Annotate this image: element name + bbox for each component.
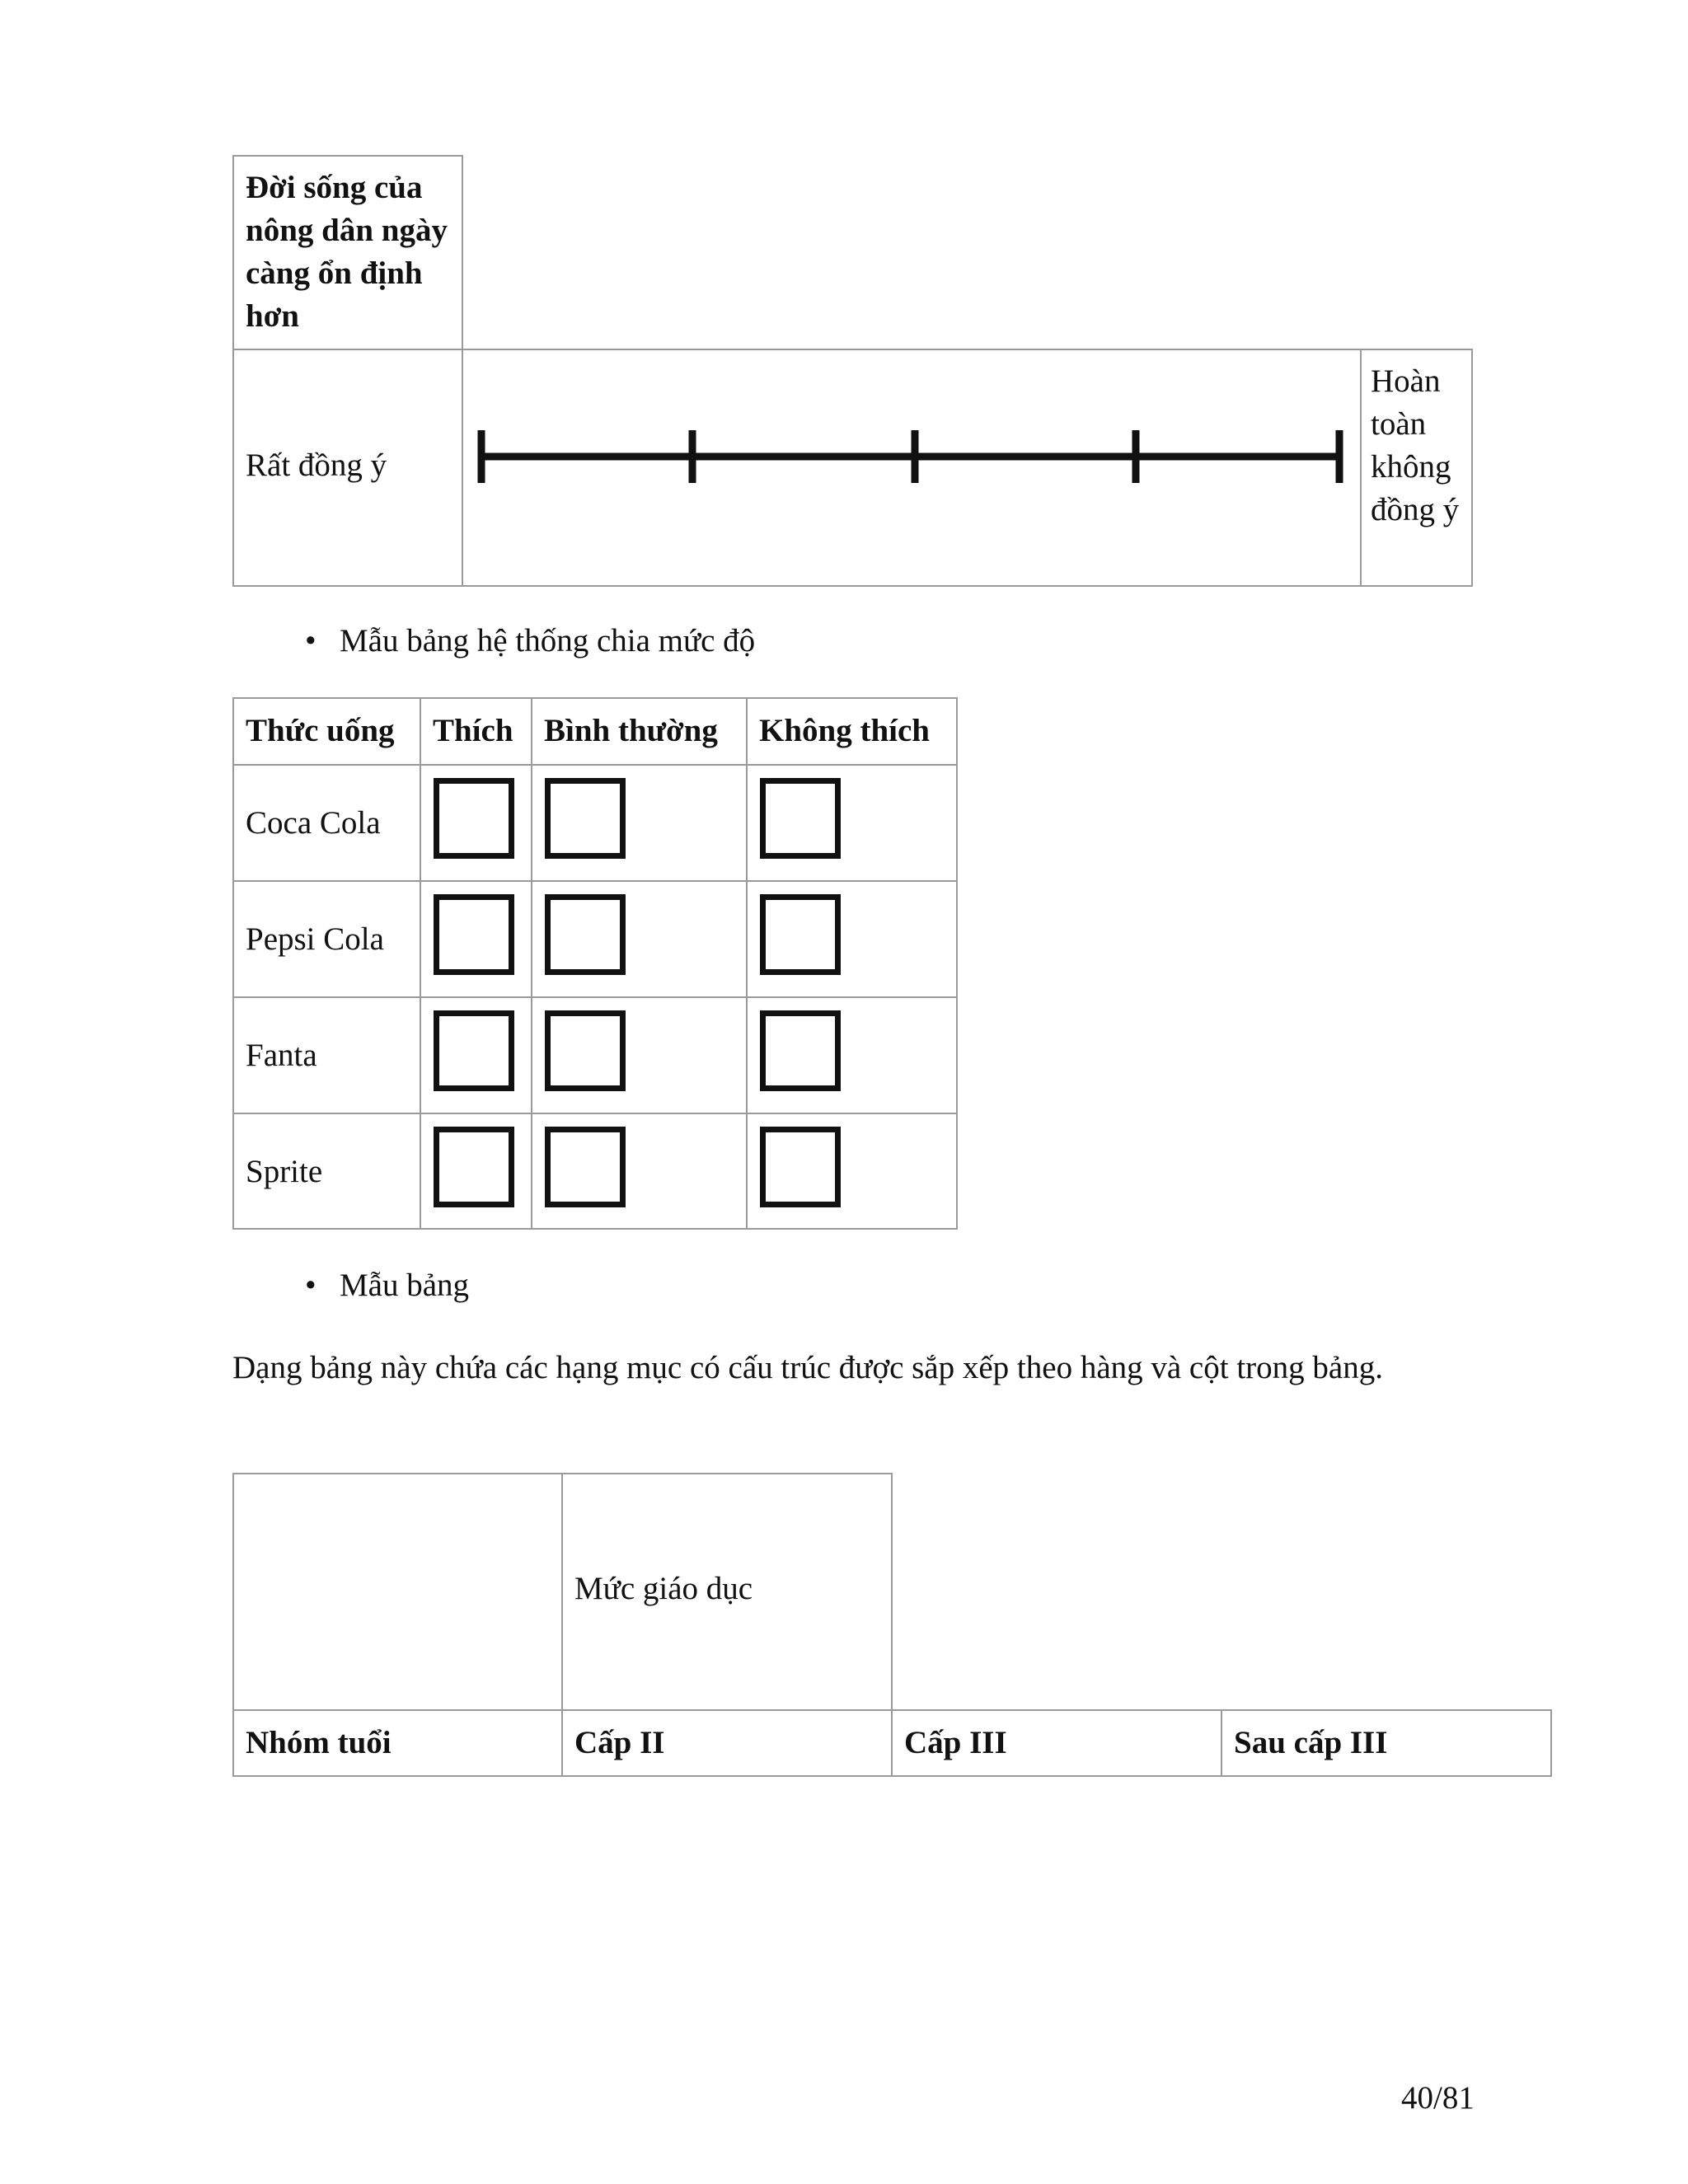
education-header-label: Nhóm tuổi — [246, 1725, 392, 1760]
drinks-cell — [746, 1113, 958, 1230]
page-number: 40/81 — [1401, 2080, 1475, 2116]
drinks-row-label-cell — [232, 996, 421, 1114]
rating-scale — [463, 350, 1360, 585]
scale-middle-cell — [462, 349, 1362, 587]
education-header-cell — [561, 1709, 893, 1777]
checkbox[interactable] — [434, 894, 514, 975]
drinks-row-label-cell — [232, 1113, 421, 1230]
checkbox[interactable] — [434, 1010, 514, 1091]
checkbox[interactable] — [545, 1010, 626, 1091]
drinks-header-cell — [420, 697, 532, 766]
bullet-text: Mẫu bảng — [340, 1268, 470, 1303]
checkbox[interactable] — [434, 778, 514, 859]
drinks-header-label: Thức uống — [246, 713, 395, 748]
drinks-cell — [420, 1113, 532, 1230]
scale-left-cell — [232, 349, 463, 587]
education-top-label-cell — [561, 1473, 893, 1711]
drinks-cell — [746, 880, 958, 998]
bullet-dot: • — [305, 623, 316, 658]
scale-heading-cell — [232, 155, 463, 350]
scale-right-label: Hoàn toàn không đồng ý — [1371, 363, 1460, 527]
education-header-cell — [232, 1709, 563, 1777]
drink-name: Pepsi Cola — [246, 921, 384, 957]
drinks-cell — [746, 996, 958, 1114]
drinks-row-label-cell — [232, 880, 421, 998]
checkbox[interactable] — [545, 778, 626, 859]
education-header-label: Cấp III — [904, 1725, 1007, 1760]
drinks-cell — [746, 764, 958, 882]
checkbox[interactable] — [760, 894, 841, 975]
drinks-header-label: Không thích — [759, 713, 930, 748]
scale-right-cell — [1360, 349, 1473, 587]
drinks-row-label-cell — [232, 764, 421, 882]
checkbox[interactable] — [760, 778, 841, 859]
education-header-cell — [891, 1709, 1222, 1777]
education-header-label: Cấp II — [574, 1725, 665, 1760]
drinks-cell — [420, 880, 532, 998]
drinks-cell — [531, 996, 748, 1114]
drinks-header-cell — [531, 697, 748, 766]
checkbox[interactable] — [760, 1127, 841, 1207]
checkbox[interactable] — [760, 1010, 841, 1091]
bullet-dot: • — [305, 1268, 316, 1303]
education-top-label: Mức giáo dục — [574, 1571, 753, 1606]
drinks-header-cell — [746, 697, 958, 766]
drinks-cell — [420, 996, 532, 1114]
checkbox[interactable] — [434, 1127, 514, 1207]
education-header-label: Sau cấp III — [1234, 1725, 1388, 1760]
drinks-header-label: Bình thường — [544, 713, 718, 748]
checkbox[interactable] — [545, 894, 626, 975]
bullet-text: Mẫu bảng hệ thống chia mức độ — [340, 623, 756, 658]
scale-left-label: Rất đồng ý — [246, 448, 387, 483]
drink-name: Coca Cola — [246, 805, 381, 841]
scale-heading: Đời sống của nông dân ngày càng ổn định hơn — [246, 170, 448, 334]
drinks-cell — [531, 880, 748, 998]
checkbox[interactable] — [545, 1127, 626, 1207]
body-paragraph: Dạng bảng này chứa các hạng mục có cấu trúc được sắp xếp theo hàng và cột trong bảng. — [232, 1350, 1383, 1385]
drinks-cell — [531, 1113, 748, 1230]
drink-name: Sprite — [246, 1154, 323, 1189]
drink-name: Fanta — [246, 1038, 317, 1073]
education-empty-cell — [232, 1473, 563, 1711]
drinks-header-label: Thích — [433, 713, 513, 748]
education-header-cell — [1221, 1709, 1552, 1777]
drinks-header-cell — [232, 697, 421, 766]
drinks-cell — [420, 764, 532, 882]
drinks-cell — [531, 764, 748, 882]
